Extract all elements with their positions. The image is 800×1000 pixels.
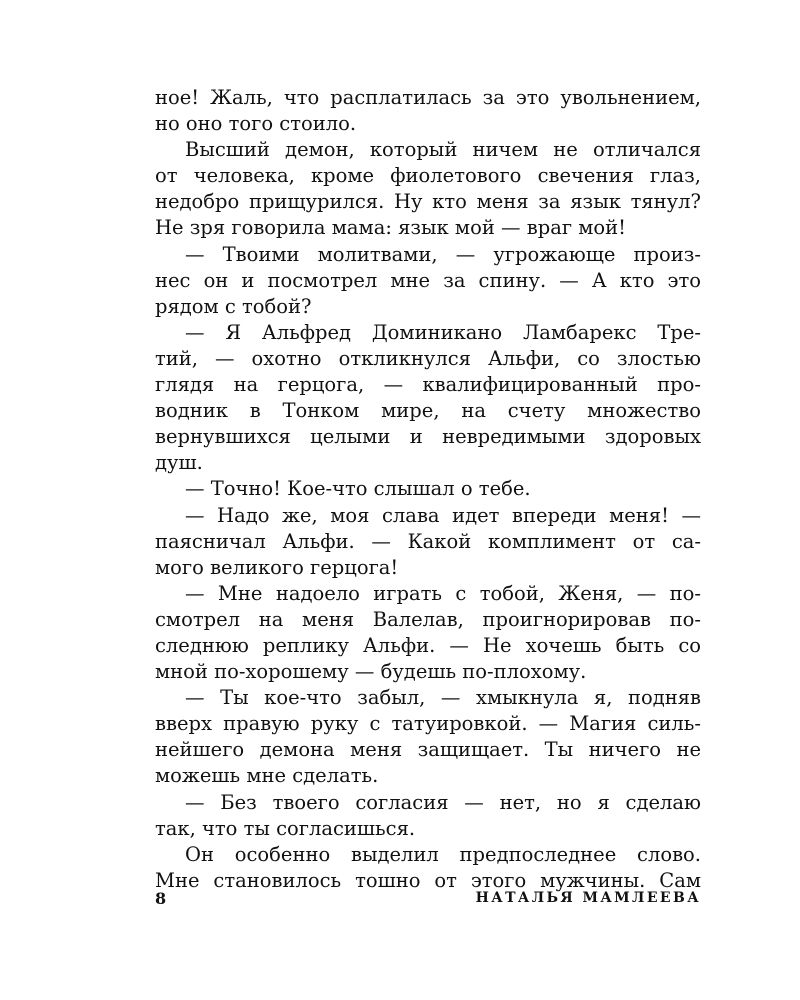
text-line: от человека, кроме фиолетового свечения глаз, [155, 164, 701, 188]
text-line: тий, — охотно откликнулся Альфи, со злостью [155, 346, 701, 370]
text-line: смотрел на меня Валелав, проигнорировав по- [155, 607, 701, 631]
text-line: — Твоими молитвами, — угрожающе произ- [185, 242, 701, 266]
text-line: недобро прищурился. Ну кто меня за язык тянул? [155, 190, 701, 214]
text-line: водник в Тонком мире, на счету множество [155, 399, 701, 423]
text-line: глядя на герцога, — квалифицированный про- [155, 373, 701, 397]
text-line: — Я Альфред Доминикано Ламбарекс Тре- [185, 320, 701, 344]
text-line: мого великого герцога! [155, 555, 399, 579]
text-line: вверх правую руку с татуировкой. — Магия силь- [155, 712, 701, 736]
text-line: рядом с тобой? [155, 294, 312, 318]
text-line: вернувшихся целыми и невредимыми здоровых [155, 425, 701, 449]
body-text [155, 85, 701, 894]
text-line: душ. [155, 451, 203, 475]
running-author: НАТАЛЬЯ МАМЛЕЕВА [475, 890, 701, 906]
text-line: Высший демон, который ничем не отличался [185, 138, 701, 162]
text-line: паясничал Альфи. — Какой комплимент от са- [155, 529, 701, 553]
text-line: мной по-хорошему — будешь по-плохому. [155, 660, 587, 684]
text-line: — Без твоего согласия — нет, но я сделаю [185, 790, 701, 814]
text-line: Не зря говорила мама: язык мой — враг мой! [155, 216, 626, 240]
text-line: так, что ты согласишься. [155, 816, 416, 840]
text-line: ное! Жаль, что расплатилась за это увольнением, [155, 86, 701, 109]
page-footer [155, 889, 701, 913]
text-line: Мне становилось тошно от этого мужчины. Сам [155, 868, 701, 892]
text-line: нес он и посмотрел мне за спину. — А кто это [155, 268, 701, 292]
text-line: — Надо же, моя слава идет впереди меня! — [185, 503, 701, 527]
page-number: 8 [155, 889, 167, 908]
text-line: Он особенно выделил предпоследнее слово. [185, 842, 701, 866]
text-line: нейшего демона меня защищает. Ты ничего не [155, 738, 701, 762]
text-line: следнюю реплику Альфи. — Не хочешь быть со [155, 633, 701, 657]
text-line: но оно того стоило. [155, 112, 357, 136]
text-line: — Ты кое-что забыл, — хмыкнула я, подняв [185, 686, 701, 710]
text-line: можешь мне сделать. [155, 764, 379, 788]
text-line: — Точно! Кое-что слышал о тебе. [185, 477, 531, 501]
text-line: — Мне надоело играть с тобой, Женя, — по- [185, 581, 701, 605]
